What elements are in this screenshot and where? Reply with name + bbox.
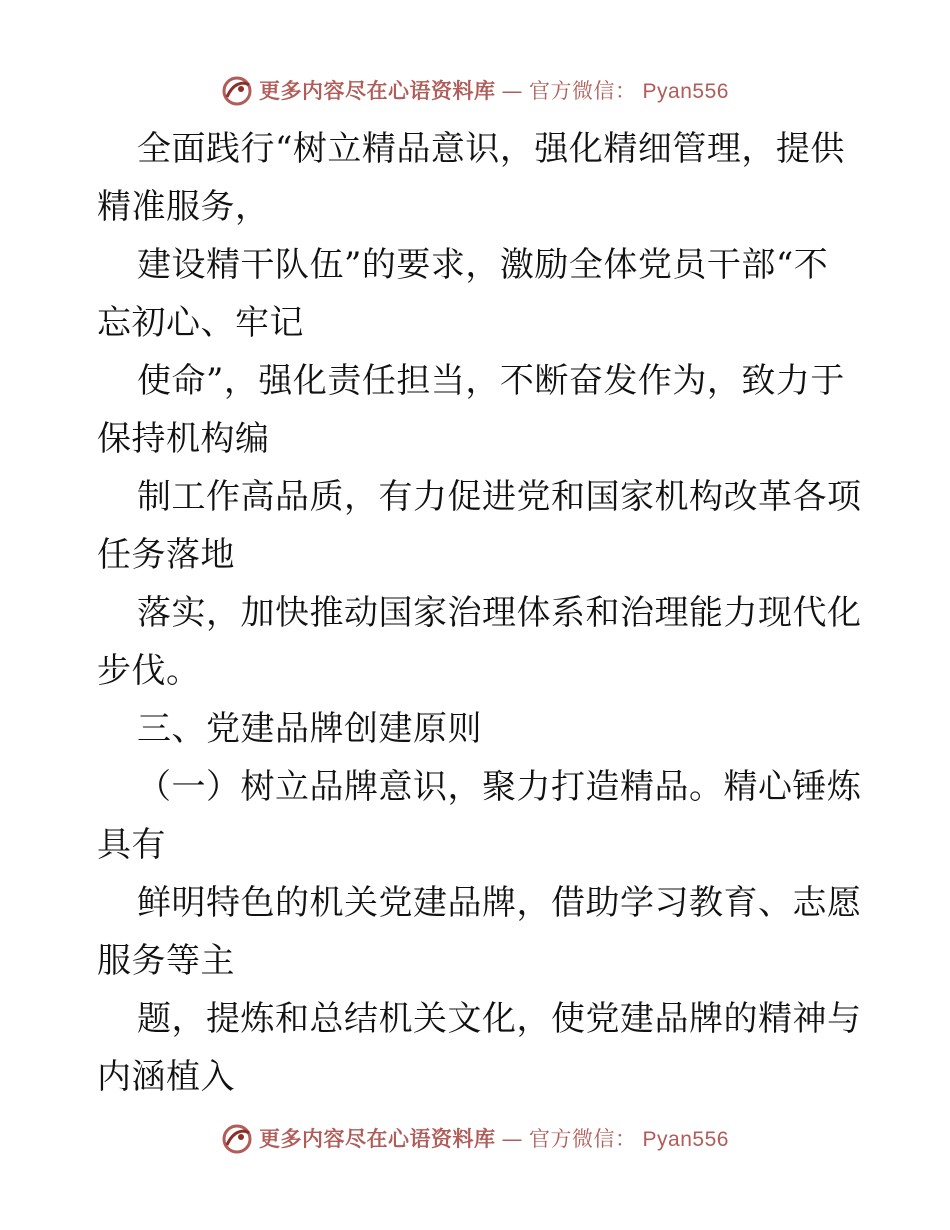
watermark-separator: — xyxy=(501,1126,524,1151)
text-line: 落实，加快推动国家治理体系和治理能力现代化 xyxy=(137,593,862,633)
text-line: 精准服务， xyxy=(97,187,270,227)
brand-logo-icon xyxy=(221,75,253,107)
text-line: 全面践行“树立精品意识，强化精细管理，提供 xyxy=(137,129,845,169)
text-line: 任务落地 xyxy=(97,535,235,575)
text-line: 忘初心、牢记 xyxy=(97,303,304,343)
text-line: 内涵植入 xyxy=(97,1057,235,1097)
watermark-wechat-label: 官方微信： xyxy=(529,1126,637,1151)
watermark-wechat-id: Pyan556 xyxy=(642,1127,729,1151)
watermark-wechat-id: Pyan556 xyxy=(642,79,729,103)
text-line: 题，提炼和总结机关文化，使党建品牌的精神与 xyxy=(137,999,862,1039)
brand-logo-icon xyxy=(221,1123,253,1155)
text-line: 建设精干队伍”的要求，激励全体党员干部“不 xyxy=(137,245,829,285)
header-watermark xyxy=(0,71,950,111)
text-line: 使命”，强化责任担当，不断奋发作为，致力于 xyxy=(137,361,845,401)
text-line: 制工作高品质，有力促进党和国家机构改革各项 xyxy=(137,477,862,517)
text-line: 鲜明特色的机关党建品牌，借助学习教育、志愿 xyxy=(137,883,862,923)
watermark-text: 更多内容尽在心语资料库 xyxy=(259,78,496,103)
section-heading: 三、党建品牌创建原则 xyxy=(137,709,482,749)
watermark-wechat-label: 官方微信： xyxy=(529,78,637,103)
footer-watermark xyxy=(0,1119,950,1159)
text-line: 具有 xyxy=(97,825,166,865)
text-line: 保持机构编 xyxy=(97,419,270,459)
watermark-separator: — xyxy=(501,78,524,103)
watermark-text: 更多内容尽在心语资料库 xyxy=(259,1126,496,1151)
text-line: 服务等主 xyxy=(97,941,235,981)
text-line: （一）树立品牌意识，聚力打造精品。精心锤炼 xyxy=(137,767,862,807)
text-line: 步伐。 xyxy=(97,651,201,691)
document-body xyxy=(97,120,862,1106)
